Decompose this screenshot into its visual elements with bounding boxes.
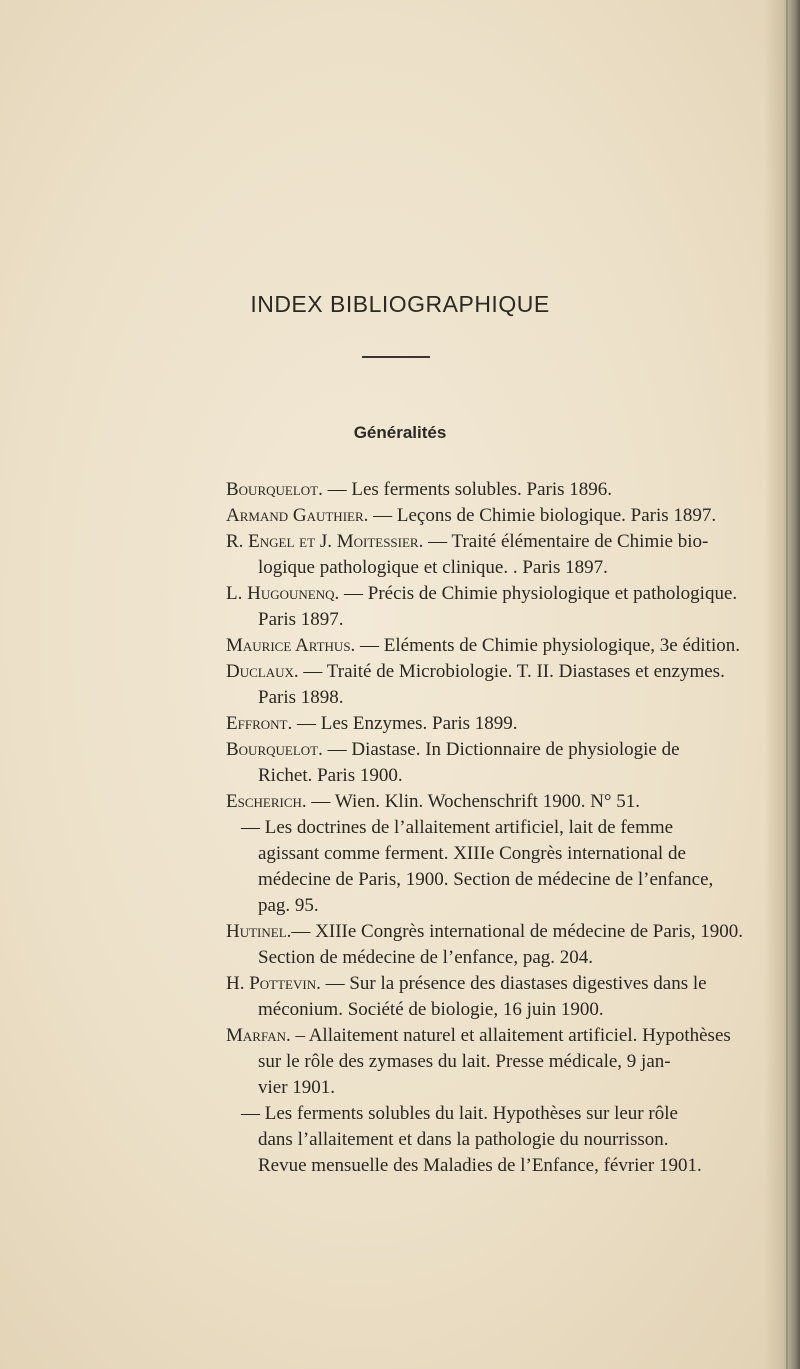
entry-author: Duclaux. — [226, 661, 299, 682]
entry-text: Section de médecine de l’enfance, pag. 204. — [258, 947, 593, 968]
entry-text: — Précis de Chimie physiologique et pathologique. — [339, 583, 738, 604]
entry-line — [258, 763, 403, 789]
entry-text: — Eléments de Chimie physiologique, 3e édition. — [355, 635, 740, 656]
entry-text: méconium. Société de biologie, 16 juin 1900. — [258, 999, 604, 1020]
entry-line — [226, 971, 707, 997]
entry-line — [226, 919, 743, 945]
entry-author: Bourquelot. — [226, 739, 323, 760]
entry-text: — Les ferments solubles du lait. Hypothèses sur leur rôle — [241, 1103, 678, 1124]
page-binding-line — [786, 0, 788, 1369]
entry-author: Armand Gauthier. — [226, 505, 369, 526]
entry-text: logique pathologique et clinique. . Paris 1897. — [258, 557, 608, 578]
entry-text: Richet. Paris 1900. — [258, 765, 403, 786]
entry-line — [241, 815, 673, 841]
entry-line — [258, 997, 604, 1023]
index-title: INDEX BIBLIOGRAPHIQUE — [250, 291, 550, 317]
entry-line — [226, 529, 708, 555]
entry-text: agissant comme ferment. XIIIe Congrès international de — [258, 843, 686, 864]
entry-line — [258, 607, 344, 633]
entry-line — [258, 685, 344, 711]
entry-line — [258, 1049, 671, 1075]
entry-line — [226, 477, 612, 503]
title-rule — [362, 356, 430, 358]
entry-author: Effront. — [226, 713, 293, 734]
entry-text: — Wien. Klin. Wochenschrift 1900. N° 51. — [306, 791, 641, 812]
entry-text: — XIIIe Congrès international de médecine de Paris, 1900. — [291, 921, 744, 942]
entry-text: — Les doctrines de l’allaitement artificiel, lait de femme — [241, 817, 674, 838]
entry-author: H. Pottevin. — [226, 973, 321, 994]
entry-line — [226, 711, 518, 737]
entry-line — [226, 659, 725, 685]
entry-line — [226, 503, 716, 529]
entry-text: — Les ferments solubles. Paris 1896. — [322, 479, 613, 500]
entry-line — [258, 893, 319, 919]
entry-text: dans l’allaitement et dans la pathologie du nourrisson. — [258, 1129, 669, 1150]
entry-author: Maurice Arthus. — [226, 635, 356, 656]
entry-line — [258, 1075, 335, 1101]
entry-text: — Leçons de Chimie biologique. Paris 1897. — [368, 505, 717, 526]
entry-line — [226, 581, 737, 607]
section-heading: Généralités — [353, 423, 447, 442]
entry-text: médecine de Paris, 1900. Section de médecine de l’enfance, — [258, 869, 714, 890]
entry-text: Revue mensuelle des Maladies de l’Enfance, février 1901. — [258, 1155, 702, 1176]
entry-text: – Allaitement naturel et allaitement artificiel. Hypothèses — [290, 1025, 731, 1046]
entry-text: sur le rôle des zymases du lait. Presse médicale, 9 jan- — [258, 1051, 671, 1072]
entry-line — [241, 1101, 678, 1127]
entry-text: Paris 1898. — [258, 687, 344, 708]
entry-author: R. Engel et J. Moitessier. — [226, 531, 424, 552]
entry-line — [258, 841, 686, 867]
entry-text: — Sur la présence des diastases digestives dans le — [320, 973, 707, 994]
entry-text: pag. 95. — [258, 895, 319, 916]
entry-line — [226, 633, 740, 659]
entry-line — [226, 789, 640, 815]
entry-text: — Les Enzymes. Paris 1899. — [292, 713, 518, 734]
entry-line — [258, 945, 593, 971]
entry-line — [258, 1153, 702, 1179]
entry-line — [258, 1127, 669, 1153]
entry-text: — Traité de Microbiologie. T. II. Diastases et enzymes. — [298, 661, 725, 682]
entry-text: vier 1901. — [258, 1077, 336, 1098]
entry-line — [258, 867, 713, 893]
entry-author: Marfan. — [226, 1025, 291, 1046]
entry-line — [258, 555, 608, 581]
entry-text: Paris 1897. — [258, 609, 344, 630]
entry-author: L. Hugounenq. — [226, 583, 340, 604]
entry-author: Hutinel. — [226, 921, 292, 942]
entry-author: Escherich. — [226, 791, 307, 812]
page-edge-shadow — [764, 0, 800, 1369]
entry-author: Bourquelot. — [226, 479, 323, 500]
entry-text: — Traité élémentaire de Chimie bio- — [423, 531, 709, 552]
entry-line — [226, 737, 680, 763]
entry-text: — Diastase. In Dictionnaire de physiologie de — [322, 739, 680, 760]
entry-line — [226, 1023, 731, 1049]
